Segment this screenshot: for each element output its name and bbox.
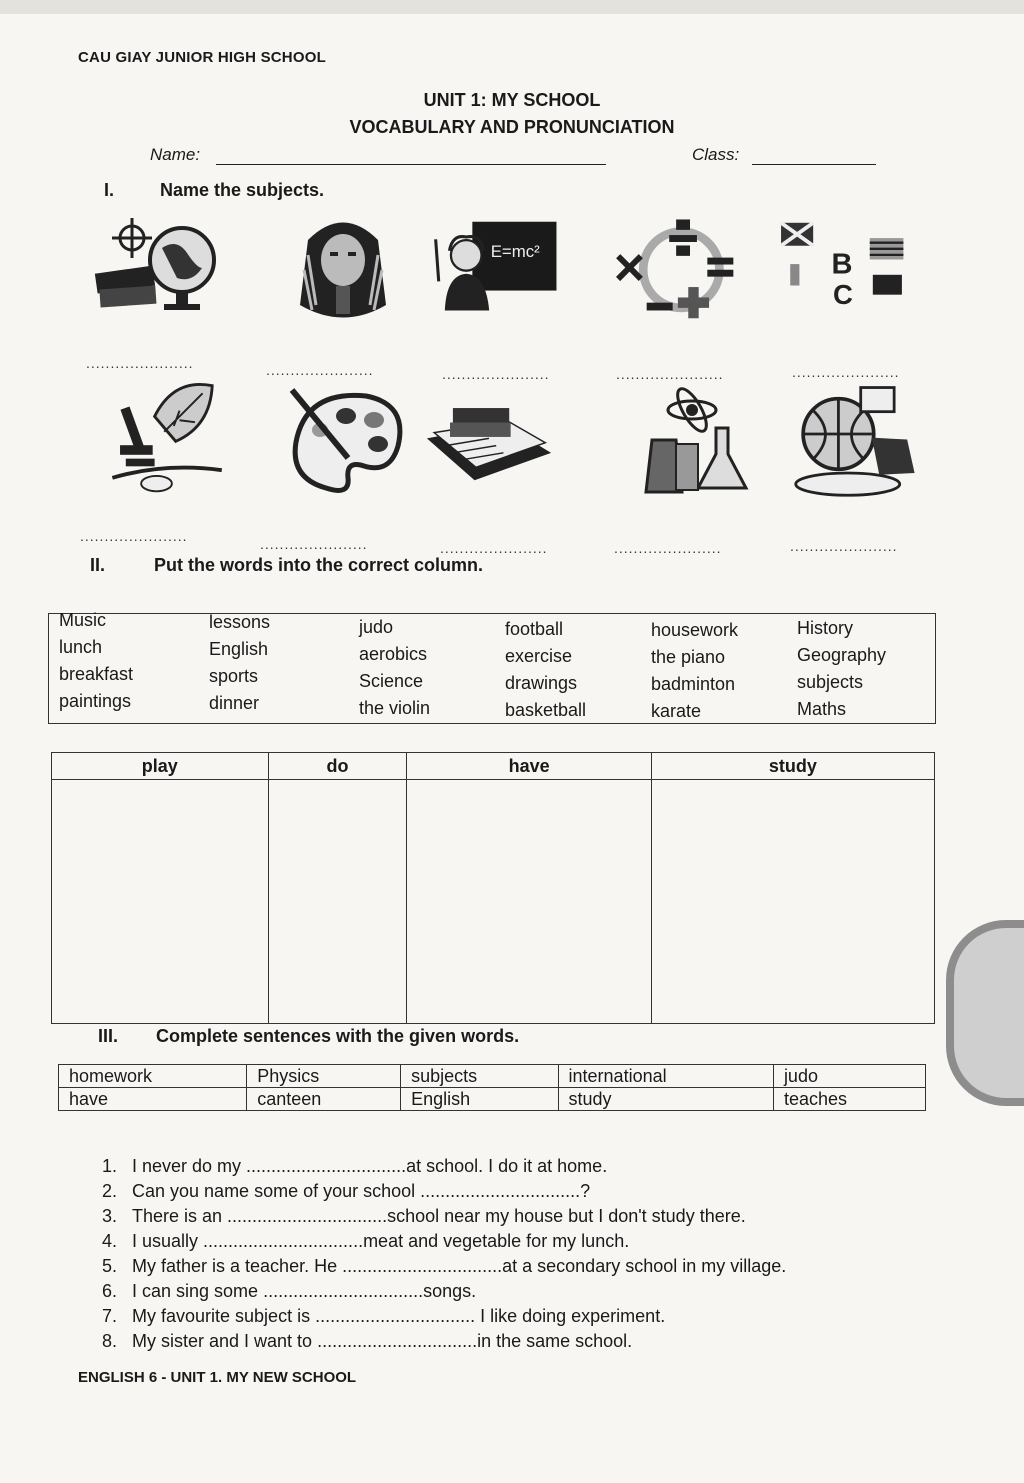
given-words-table bbox=[58, 1064, 926, 1111]
section-3-title: Complete sentences with the given words. bbox=[156, 1026, 520, 1046]
word-item: breakfast bbox=[59, 664, 134, 684]
column-header-do: do bbox=[268, 753, 407, 780]
word-item: lessons bbox=[209, 612, 271, 632]
physics-teacher-icon bbox=[428, 208, 558, 328]
name-blank-line[interactable] bbox=[216, 164, 606, 165]
worksheet-subtitle: VOCABULARY AND PRONUNCIATION bbox=[349, 117, 675, 137]
answer-blank-9[interactable]: ...................... bbox=[614, 540, 722, 556]
section-1-title: Name the subjects. bbox=[160, 180, 325, 200]
class-blank-line[interactable] bbox=[752, 164, 876, 165]
paper-top-edge bbox=[0, 0, 1024, 14]
section-2-title: Put the words into the correct column. bbox=[154, 555, 484, 575]
section-3-number: III. bbox=[98, 1026, 119, 1046]
answer-blank-8[interactable]: ...................... bbox=[440, 540, 548, 556]
word-item: football bbox=[505, 619, 564, 639]
given-word: have bbox=[59, 1088, 247, 1111]
sentence-item[interactable]: 4. I usually ................................meat and vegetable for my lunch. bbox=[102, 1231, 630, 1251]
svg-text:B: B bbox=[831, 248, 853, 281]
class-label: Class: bbox=[692, 145, 740, 164]
word-item: Music bbox=[59, 610, 107, 630]
word-item: the violin bbox=[359, 698, 431, 718]
word-column-6 bbox=[797, 615, 886, 723]
phone-corner-object bbox=[946, 920, 1024, 1106]
sentence-list bbox=[102, 1154, 786, 1354]
given-word: homework bbox=[59, 1065, 247, 1088]
given-word: subjects bbox=[401, 1065, 558, 1088]
column-header-play: play bbox=[52, 753, 269, 780]
word-item: dinner bbox=[209, 693, 260, 713]
given-word: study bbox=[558, 1088, 773, 1111]
sports-balls-icon bbox=[792, 380, 922, 500]
section-2-number: II. bbox=[90, 555, 106, 575]
sentence-item[interactable]: 8. My sister and I want to ................................in the same school. bbox=[102, 1331, 633, 1351]
microscope-leaf-icon bbox=[104, 378, 234, 498]
column-header-have: have bbox=[407, 753, 651, 780]
word-item: the piano bbox=[651, 647, 726, 667]
books-newspapers-icon bbox=[424, 382, 554, 502]
word-item: lunch bbox=[59, 637, 103, 657]
answer-blank-3[interactable]: ...................... bbox=[442, 366, 550, 382]
answer-cell-play[interactable] bbox=[52, 780, 269, 1024]
word-bank-box bbox=[48, 610, 936, 724]
chemistry-flasks-icon bbox=[632, 384, 762, 504]
given-word: English bbox=[401, 1088, 558, 1111]
word-item: judo bbox=[359, 617, 394, 637]
answer-blank-7[interactable]: ...................... bbox=[260, 536, 368, 552]
section-1-number: I. bbox=[104, 180, 115, 200]
given-word: Physics bbox=[247, 1065, 401, 1088]
answer-blank-4[interactable]: ...................... bbox=[616, 366, 724, 382]
given-word: judo bbox=[773, 1065, 925, 1088]
word-item: basketball bbox=[505, 700, 587, 720]
word-column-3 bbox=[359, 614, 430, 722]
word-item: paintings bbox=[59, 691, 132, 711]
pharaoh-icon bbox=[278, 210, 408, 330]
sentence-item[interactable]: 1. I never do my ................................at school. I do it at home. bbox=[102, 1156, 608, 1176]
word-item: housework bbox=[651, 620, 739, 640]
answer-blank-10[interactable]: ...................... bbox=[790, 538, 898, 554]
given-word: canteen bbox=[247, 1088, 401, 1111]
word-column-5 bbox=[651, 617, 738, 725]
given-word: international bbox=[558, 1065, 773, 1088]
sentence-item[interactable]: 5. My father is a teacher. He ................................at a secondary school in my village. bbox=[102, 1256, 787, 1276]
sentence-item[interactable]: 2. Can you name some of your school ................................? bbox=[102, 1181, 591, 1201]
word-item: karate bbox=[651, 701, 702, 721]
svg-text:C: C bbox=[833, 278, 853, 310]
word-item: aerobics bbox=[359, 644, 428, 664]
word-item: Maths bbox=[797, 699, 847, 719]
word-item: badminton bbox=[651, 674, 736, 694]
sentence-item[interactable]: 7. My favourite subject is ................................ I like doing experiment. bbox=[102, 1306, 666, 1326]
word-item: exercise bbox=[505, 646, 573, 666]
section-1-heading bbox=[104, 180, 324, 201]
word-column-2 bbox=[209, 609, 270, 717]
sentence-item[interactable]: 3. There is an ................................school near my house but I don't study there. bbox=[102, 1206, 746, 1226]
globe-books-icon bbox=[92, 208, 222, 328]
answer-blank-5[interactable]: ...................... bbox=[792, 364, 900, 380]
word-column-4 bbox=[505, 616, 586, 724]
word-item: Geography bbox=[797, 645, 887, 665]
svg-text:×: × bbox=[613, 237, 646, 298]
sorting-table bbox=[51, 752, 935, 1024]
word-item: drawings bbox=[505, 673, 578, 693]
math-symbols-icon bbox=[612, 208, 742, 328]
page-footer: ENGLISH 6 - UNIT 1. MY NEW SCHOOL bbox=[78, 1369, 357, 1386]
answer-blank-6[interactable]: ...................... bbox=[80, 528, 188, 544]
sentence-item[interactable]: 6. I can sing some ................................songs. bbox=[102, 1281, 477, 1301]
word-column-1 bbox=[59, 607, 133, 715]
languages-icon bbox=[778, 206, 908, 326]
column-header-study: study bbox=[651, 753, 934, 780]
word-item: English bbox=[209, 639, 269, 659]
section-2-heading bbox=[90, 555, 483, 576]
paint-palette-icon bbox=[286, 382, 416, 502]
given-word: teaches bbox=[773, 1088, 925, 1111]
einstein-board-text: E=mc² bbox=[490, 241, 540, 261]
word-item: History bbox=[797, 618, 854, 638]
section-3-heading bbox=[98, 1026, 519, 1047]
answer-cell-have[interactable] bbox=[407, 780, 651, 1024]
word-item: Science bbox=[359, 671, 424, 691]
word-item: sports bbox=[209, 666, 259, 686]
answer-blank-1[interactable]: ...................... bbox=[86, 355, 194, 371]
answer-cell-study[interactable] bbox=[651, 780, 934, 1024]
answer-blank-2[interactable]: ...................... bbox=[266, 362, 374, 378]
school-name: CAU GIAY JUNIOR HIGH SCHOOL bbox=[78, 49, 326, 66]
name-label: Name: bbox=[150, 145, 201, 164]
unit-title: UNIT 1: MY SCHOOL bbox=[423, 90, 601, 110]
word-item: subjects bbox=[797, 672, 864, 692]
answer-cell-do[interactable] bbox=[268, 780, 407, 1024]
